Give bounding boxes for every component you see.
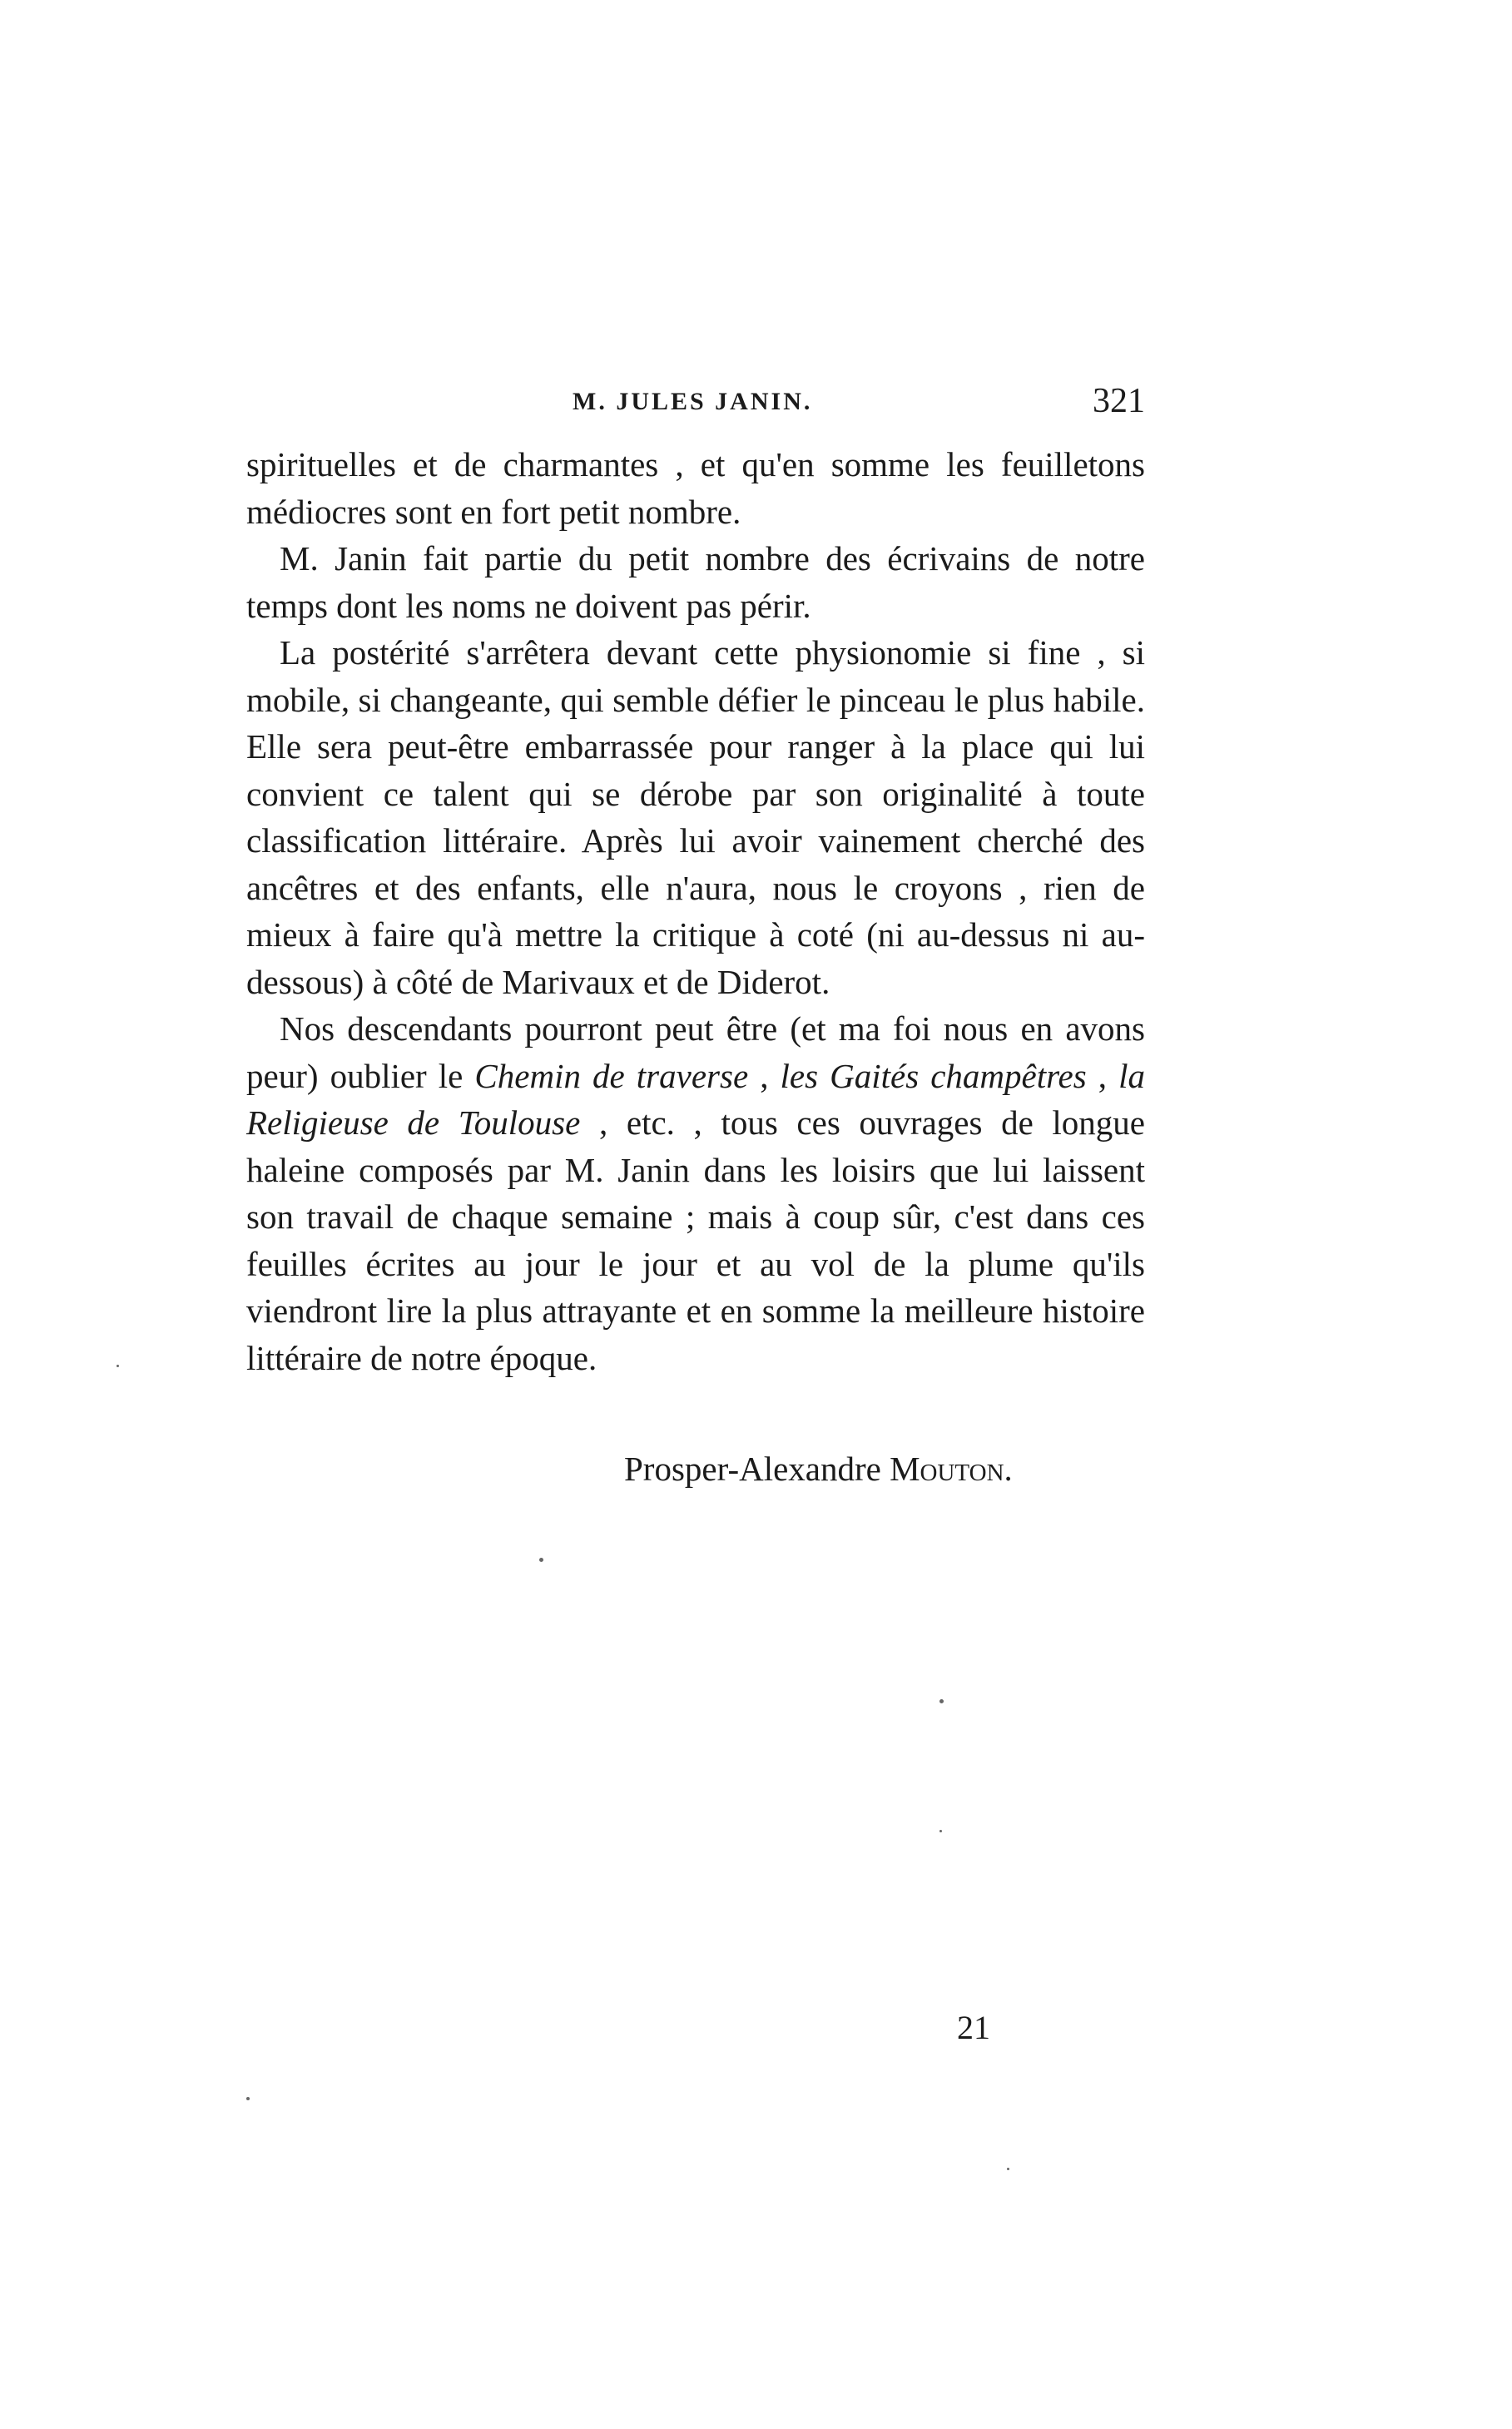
signature-surname: Mouton [890,1450,1004,1488]
paragraph-1: spirituelles et de charmantes , et qu'en somme les feuilletons médiocres sont en fort petit nombre. [246,445,1145,531]
author-signature [624,1445,1013,1492]
paper-speck [539,1558,543,1562]
page-number: 321 [1093,382,1145,420]
work-title-chemin-de-traverse: Chemin de traverse [474,1056,749,1095]
signature-end: . [1004,1450,1013,1488]
paper-speck [246,2097,250,2100]
paragraph-4-text: , etc. , tous ces ouvrages de longue haleine composés par M. Janin dans les loisirs que lui laissent son travail de chaque semaine ; mais à coup sûr, c'est dans ces feuilles écrites au jour le jour et au vol de la plume qu'ils viendront lire la plus attrayante et en somme la meilleure histoire littéraire de notre époque. [246,1103,1145,1377]
paper-speck [116,1365,119,1367]
work-title-gaites-champetres: les Gaités champêtres [780,1056,1087,1095]
paragraph-3: La postérité s'arrêtera devant cette physionomie si fine , si mobile, si changeante, qui semble défier le pinceau le plus habile. Elle sera peut-être embarrassée pour ranger à la place qui lui convient ce talent qui se dérobe par son originalité à toute classification littéraire. Après lui avoir vainement cherché des ancêtres et des enfants, elle n'aura, nous le croyons , rien de mieux à faire qu'à mettre la critique à coté (ni au-dessus ni au-dessous) à côté de Marivaux et de Diderot. [246,633,1145,1001]
paper-speck [1007,2168,1009,2170]
paragraph-4-text: Nos descendants pourront peut être (et ma foi nous en avons peur) oublier le [246,1009,1145,1095]
paper-speck [939,1699,944,1703]
paragraph-4 [246,1005,1145,1381]
signature-given-names: Prosper-Alexandre [624,1450,890,1488]
paper-speck [939,1830,942,1832]
printer-signature-mark: 21 [957,2009,990,2046]
running-head [246,381,1145,431]
paragraph-2: M. Janin fait partie du petit nombre des écrivains de notre temps dont les noms ne doivent pas périr. [246,539,1145,625]
work-title-religieuse-de-toulouse: la Religieuse de Toulouse [246,1056,1145,1142]
paragraph-4-separator: , [748,1056,781,1095]
paragraph-4-separator: , [1086,1056,1119,1095]
running-title: M. JULES JANIN. [573,388,813,415]
main-text [246,441,1145,1381]
